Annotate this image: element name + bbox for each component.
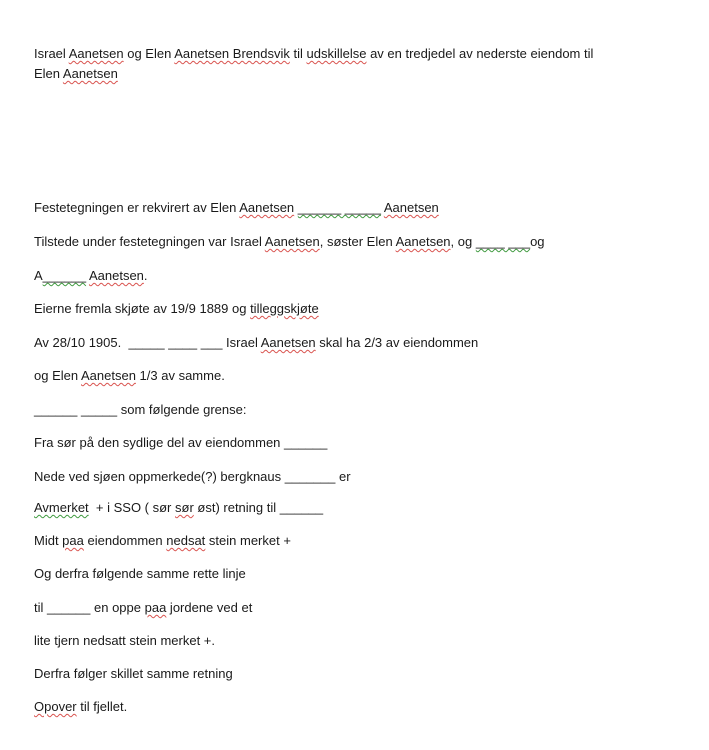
body-line: Fra sør på den sydlige del av eiendommen ______ [34,435,328,450]
body-line: Av 28/10 1905. _____ ____ ___ Israel Aanetsen skal ha 2/3 av eiendommen [34,335,479,350]
body-line: til ______ en oppe paa jordene ved et [34,600,253,615]
body-line: Avmerket + i SSO ( sør sør øst) retning til ______ [34,500,324,515]
body-line: Eierne fremla skjøte av 19/9 1889 og tilleggskjøte [34,301,319,316]
body-line: ______ _____ som følgende grense: [34,402,247,417]
header-line: Israel Aanetsen og Elen Aanetsen Brendsvik til udskillelse av en tredjedel av nederste eiendom til [34,46,594,61]
body-line: Festetegningen er rekvirert av Elen Aanetsen ______ _____ Aanetsen [34,200,439,215]
body-line: Nede ved sjøen oppmerkede(?) bergknaus _______ er [34,469,351,484]
header-line: Elen Aanetsen [34,66,118,81]
body-line: A______ Aanetsen. [34,268,148,283]
body-line: Og derfra følgende samme rette linje [34,566,246,581]
body-line: og Elen Aanetsen 1/3 av samme. [34,368,225,383]
body-line: Tilstede under festetegningen var Israel Aanetsen, søster Elen Aanetsen, og ____ ___og [34,234,545,249]
body-line: lite tjern nedsatt stein merket +. [34,633,216,648]
body-line: Midt paa eiendommen nedsat stein merket + [34,533,291,548]
body-line: Derfra følger skillet samme retning [34,666,233,681]
body-line: Opover til fjellet. [34,699,128,714]
